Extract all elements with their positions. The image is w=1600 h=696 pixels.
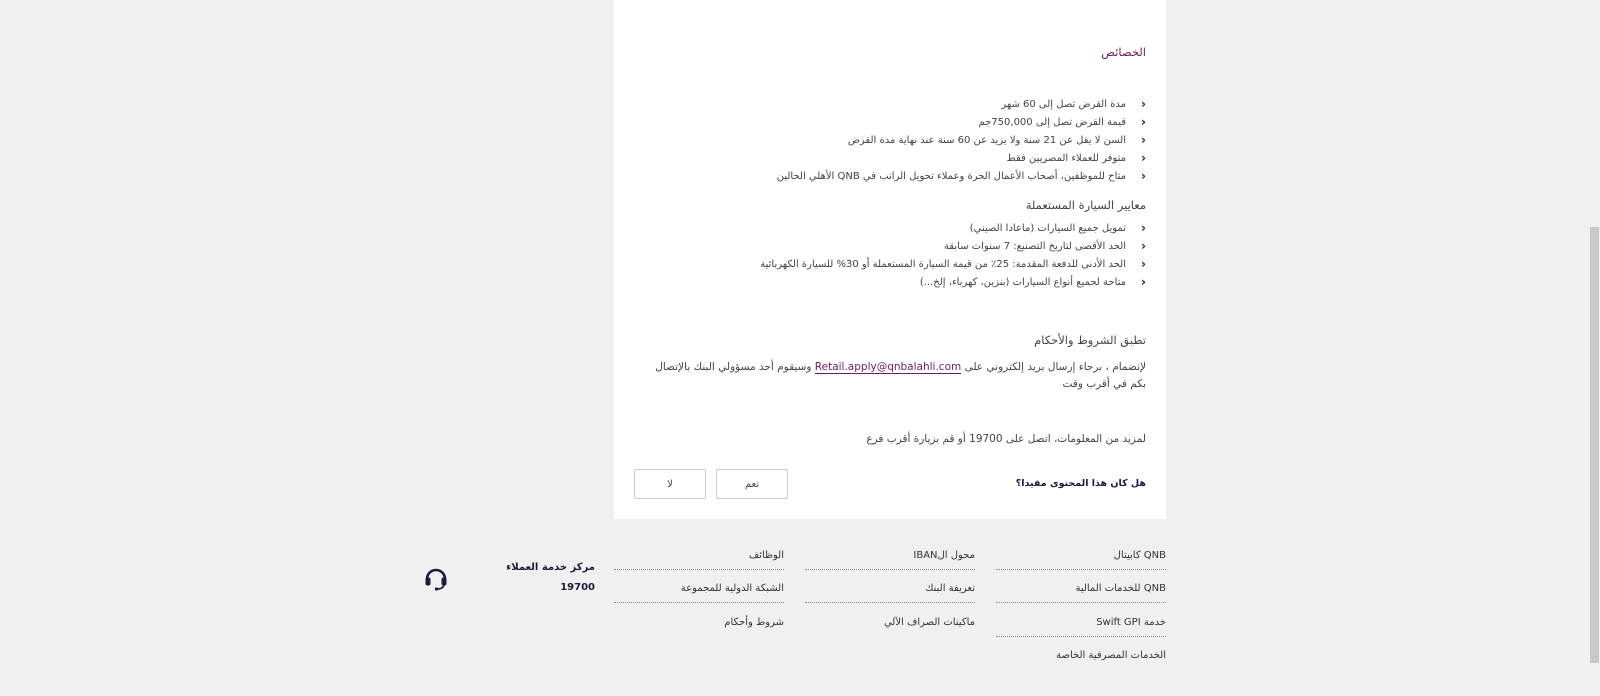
features-title: الخصائص — [1101, 45, 1146, 59]
used-car-title: معايير السيارة المستعملة — [1025, 198, 1146, 212]
content-card — [614, 0, 1166, 519]
footer-link-atm[interactable]: ماكينات الصراف الآلي — [883, 617, 975, 628]
footer-link-capital[interactable]: QNB كابيتال — [996, 550, 1166, 570]
chevron-left-icon: ‹ — [1141, 221, 1146, 235]
more-info-text: لمزيد من المعلومات، اتصل على 19700 أو قم بزيارة أقرب فرع — [866, 433, 1146, 445]
footer-link-swift[interactable]: خدمة Swift GPI — [996, 617, 1166, 637]
features-list — [777, 95, 1146, 185]
helpful-yes-button[interactable]: نعم — [716, 469, 788, 499]
list-item: ‹ الحد الأقصى لتاريخ التصنيع: 7 سنوات سابقة — [943, 239, 1146, 253]
list-item: ‹ قيمة القرض تصل إلى 750,000جم — [978, 115, 1146, 129]
chevron-left-icon: ‹ — [1141, 275, 1146, 289]
helpful-no-button[interactable]: لا — [634, 469, 706, 499]
list-item: ‹ مدة القرض تصل إلى 60 شهر — [1001, 97, 1146, 111]
apply-paragraph: لإنضمام ، برجاء إرسال بريد إلكتروني على Retail.apply@qnbalahli.com وسيقوم أحد مسؤولي البنك بالإتصال بكم في أقرب وقت — [655, 361, 1146, 390]
chevron-left-icon: ‹ — [1141, 257, 1146, 271]
list-item: ‹ السن لا يقل عن 21 سنة ولا يزيد عن 60 سنة عند نهاية مدة القرض — [847, 133, 1146, 147]
chevron-left-icon: ‹ — [1141, 97, 1146, 111]
list-item: ‹ متوفر للعملاء المصريين فقط — [1006, 151, 1146, 165]
helpful-question: هل كان هذا المحتوى مفيدا؟ — [1015, 478, 1146, 489]
footer-link-financial[interactable]: QNB للخدمات المالية — [996, 583, 1166, 603]
list-item: ‹ متاحة لجميع أنواع السيارات (بنزين، كهرباء، إلخ...) — [919, 275, 1146, 289]
headset-icon — [423, 565, 449, 591]
chevron-left-icon: ‹ — [1141, 239, 1146, 253]
apply-email-link[interactable]: Retail.apply@qnbalahli.com — [814, 361, 962, 373]
scrollbar-thumb[interactable] — [1590, 227, 1599, 663]
footer-link-tariff[interactable]: تعريفة البنك — [805, 583, 975, 603]
footer-link-careers[interactable]: الوظائف — [614, 550, 784, 570]
chevron-left-icon: ‹ — [1141, 169, 1146, 183]
chevron-left-icon: ‹ — [1141, 133, 1146, 147]
list-item: ‹ متاح للموظفين، أصحاب الأعمال الحرة وعملاء تحويل الراتب في QNB الأهلي الحالين — [776, 169, 1146, 183]
footer-link-iban[interactable]: محول الIBAN — [805, 550, 975, 570]
chevron-left-icon: ‹ — [1141, 115, 1146, 129]
customer-service-number[interactable]: 19700 — [560, 582, 595, 593]
terms-note: تطبق الشروط والأحكام — [1034, 333, 1146, 347]
customer-service-title: مركز خدمة العملاء — [506, 562, 595, 573]
footer-link-network[interactable]: الشبكة الدولية للمجموعة — [614, 583, 784, 603]
customer-service — [500, 558, 595, 598]
footer-link-terms[interactable]: شروط وأحكام — [724, 617, 784, 628]
list-item: ‹ تمويل جميع السيارات (ماعادا الصيني) — [969, 221, 1146, 235]
footer-link-private-banking[interactable]: الخدمات المصرفية الخاصة — [1056, 650, 1166, 661]
used-car-list — [760, 219, 1146, 291]
chevron-left-icon: ‹ — [1141, 151, 1146, 165]
list-item: ‹ الحد الأدنى للدفعة المقدمة: 25٪ من قيمة السيارة المستعملة أو 30% للسيارة الكهربائية — [760, 257, 1146, 271]
